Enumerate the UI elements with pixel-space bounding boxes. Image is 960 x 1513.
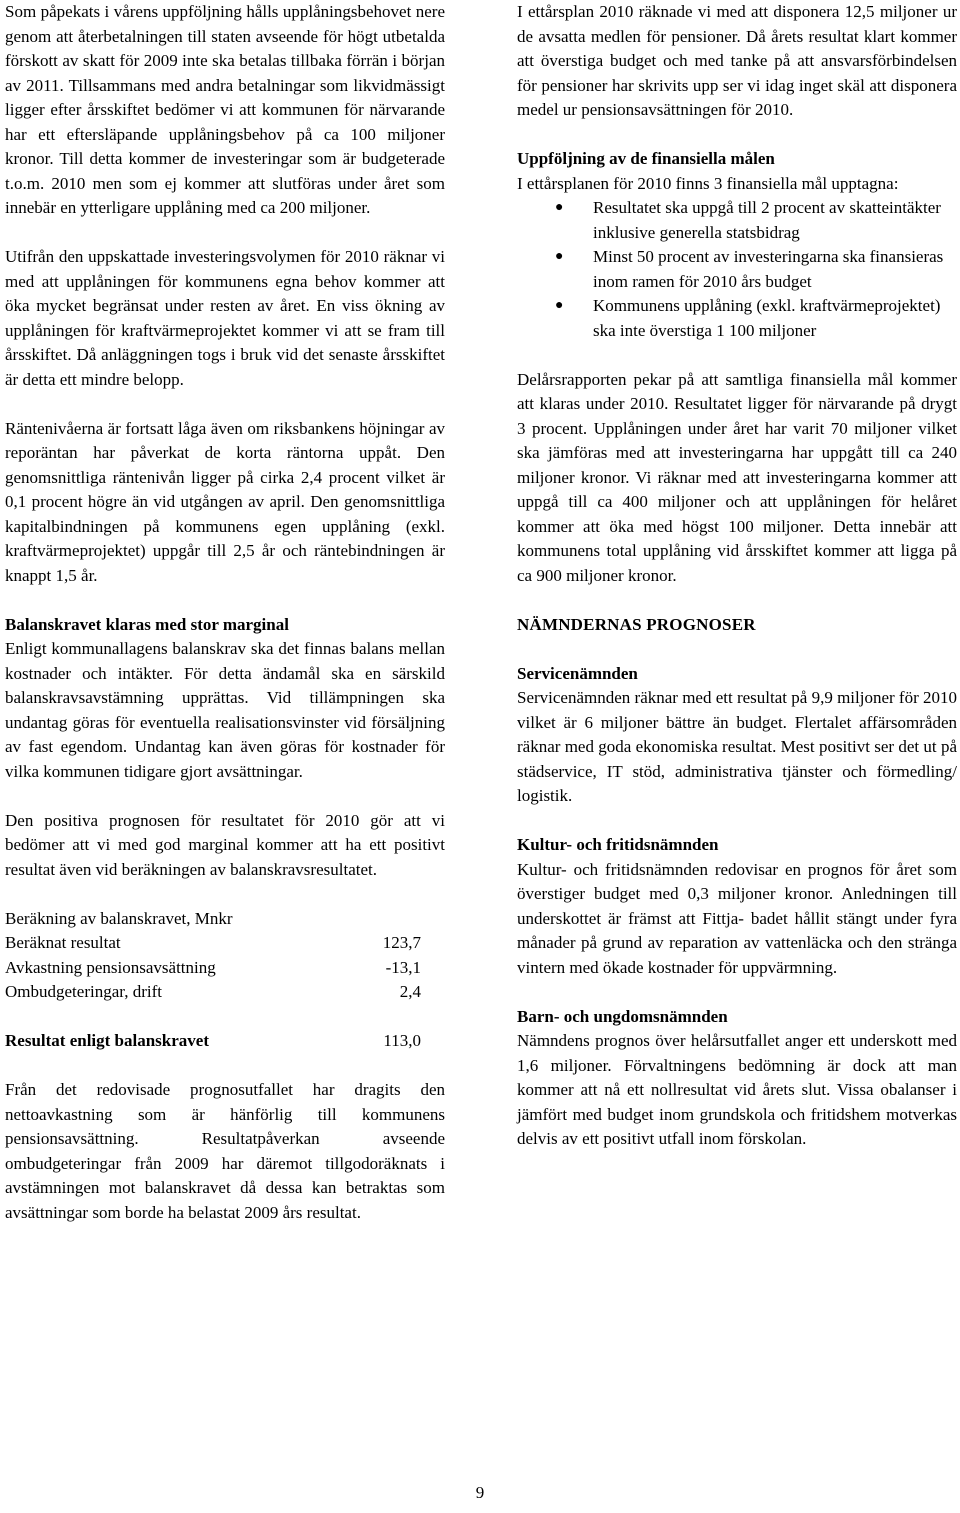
calc-row-value: 2,4	[399, 982, 421, 1001]
list-item	[517, 294, 957, 343]
calc-title-row	[5, 907, 445, 932]
calc-title: Beräkning av balanskravet, Mnkr	[5, 908, 233, 928]
heading-servicenamnden: Servicenämnden	[517, 663, 638, 683]
bullet-icon: ●	[555, 298, 564, 313]
paragraph-pensioner: I ettårsplan 2010 räknade vi med att disponera 12,5 miljoner ur de avsatta medlen för pensioner. Då årets resultat klart kommer att överstiga budget och med tanke på att ansvarsförbindelsen för pensioner har skrivits upp ser vi idag inget skäl att disponera medel ur pensionsavsättningen för 2010.	[517, 2, 957, 119]
paragraph-kultur-fritidsnamnden: Kultur- och fritidsnämnden redovisar en prognos för året som överstiger budget med 0,3 miljoner kronor. Anledningen till underskottet är främst att Fittja- badet hållit stängt under fyra månader på grund av reparation av vattenläcka och den stränga vintern med ökade kostnader för uppvärmning.	[517, 859, 957, 977]
heading-uppfoljning-finansiella-mal: Uppföljning av de finansiella målen	[517, 149, 775, 168]
calc-row	[5, 931, 445, 956]
right-column	[517, 0, 957, 1152]
paragraph-nettoavkastning: Från det redovisade prognosutfallet har dragits den nettoavkastning som är hänförlig till kommunens pensionsavsättning. Resultatpåverkan avseende ombudgeteringar från 2009 har däremot tillgodoräknats i avstämningen mot balanskravet då dessa kan betraktas som avsättningar som borde ha belastat 2009 års resultat.	[5, 1080, 445, 1222]
paragraph-upplaning: Som påpekats i vårens uppföljning hålls upplåningsbehovet nere genom att återbetalningen till staten avseende för högt utbetalda förskott av skatt för 2009 inte ska betalas tillbaka förrän i början av 2011. Tillsammans med andra betalningar som likvidmässigt ligger efter årsskiftet bedömer vi att kommunen för närvarande har ett eftersläpande upplåningsbehov på ca 100 miljoner kronor. Till detta kommer de investeringar som är budgeterade t.o.m. 2010 men som ej kommer att slutföras under året som innebär en ytterligare upplåning med ca 200 miljoner.	[5, 2, 445, 217]
financial-goals-list	[517, 196, 957, 343]
list-item-text: Resultatet ska uppgå till 2 procent av skatteintäkter inklusive generella statsbidrag	[593, 198, 941, 242]
paragraph-positiva-prognosen: Den positiva prognosen för resultatet för 2010 gör att vi bedömer att vi med god marginal kommer att ha ett positivt resultat även vid beräkningen av balanskravsresultatet.	[5, 810, 445, 879]
list-item-text: Minst 50 procent av investeringarna ska finansieras inom ramen för 2010 års budget	[593, 247, 944, 291]
paragraph-investeringsvolym: Utifrån den uppskattade investeringsvolymen för 2010 räknar vi med att upplåningen för kommunens egna behov kommer att öka mycket begränsat under resten av året. En viss ökning av upplåningen för kraftvärmeprojektet kommer vi att se fram till årsskiftet. Då anläggningen togs i bruk vid det senaste årsskiftet är detta ett mindre belopp.	[5, 247, 445, 389]
bullet-icon: ●	[555, 249, 564, 264]
calc-row-label: Beräknat resultat	[5, 933, 121, 952]
paragraph-rantenivaer: Räntenivåerna är fortsatt låga även om riksbankens höjningar av reporäntan har påverkat de korta räntorna uppåt. Den genomsnittliga räntenivån ligger på cirka 2,4 procent vilket är 0,1 procent högre än vid utgången av april. Den genomsnittliga kapitalbindningen på kommunens egen upplåning (exkl. kraftvärmeprojektet) uppgår till 2,5 år och räntebindningen är knappt 1,5 år.	[5, 418, 445, 585]
list-item	[517, 245, 957, 294]
calc-row-value: 123,7	[382, 933, 421, 952]
heading-kultur-fritidsnamnden: Kultur- och fritidsnämnden	[517, 835, 719, 854]
heading-barn-ungdomsnamnden: Barn- och ungdomsnämnden	[517, 1006, 728, 1026]
calc-row-label: Avkastning pensionsavsättning	[5, 957, 216, 977]
paragraph-balanskrav: Enligt kommunallagens balanskrav ska det finnas balans mellan kostnader och intäkter. För detta ändamål ska en särskild balanskravsavstämning upprättas. Vid tillämpningen ska undantag göras för eventuella realisationsvinster vid försäljning av fast egendom. Undantag kan även göras för kostnader för vilka kommunen tidigare gjort avsättningar.	[5, 639, 445, 781]
list-item-text: Kommunens upplåning (exkl. kraftvärmeprojektet) ska inte överstiga 1 100 miljoner	[593, 296, 941, 340]
calc-total-label: Resultat enligt balanskravet	[5, 1031, 209, 1050]
calc-row-value: -13,1	[385, 957, 421, 977]
list-item	[517, 196, 957, 245]
balanskrav-calculation	[5, 907, 445, 1054]
calc-row-label: Ombudgeteringar, drift	[5, 982, 162, 1001]
calc-row	[5, 980, 445, 1005]
calc-row	[5, 956, 445, 981]
calc-total-value: 113,0	[383, 1031, 421, 1050]
paragraph-finansiella-mal-intro: I ettårsplanen för 2010 finns 3 finansiella mål upptagna:	[517, 173, 899, 193]
paragraph-delarsrapporten: Delårsrapporten pekar på att samtliga finansiella mål kommer att klaras under 2010. Resultatet ligger för närvarande på drygt 3 procent. Upplåningen under året har varit 70 miljoner vilket ska jämföras med att investeringarna har uppgått till ca 240 miljoner kronor. Vi räknar med att investeringarna kommer att uppgå till ca 400 miljoner och att upplåningen för helåret kommer att öka med högst 100 miljoner. Detta innebär att kommunens total upplåning vid årsskiftet kommer att ligga på ca 900 miljoner kronor.	[517, 369, 957, 585]
heading-namndernas-prognoser: NÄMNDERNAS PROGNOSER	[517, 614, 756, 634]
heading-balanskravet: Balanskravet klaras med stor marginal	[5, 614, 289, 634]
calc-total-row	[5, 1029, 445, 1054]
paragraph-barn-ungdomsnamnden: Nämndens prognos över helårsutfallet anger ett underskott med 1,6 miljoner. Förvaltningens bedömning är dock att man kommer att nå ett nollresultat vid årets slut. Vissa obalanser i jämfört med budget inom grundskola och fritidshem motverkas delvis av ett positivt utfall inom förskolan.	[517, 1031, 957, 1148]
paragraph-servicenamnden: Servicenämnden räknar med ett resultat på 9,9 miljoner för 2010 vilket är 6 miljoner bättre än budget. Flertalet affärsområden räknar med goda ekonomiska resultat. Mest positivt ser det ut på städservice, IT stöd, administrativa tjänster och förmedling/ logistik.	[517, 688, 957, 805]
left-column	[5, 0, 445, 1225]
page-number: 9	[475, 1483, 485, 1502]
bullet-icon: ●	[555, 200, 564, 215]
